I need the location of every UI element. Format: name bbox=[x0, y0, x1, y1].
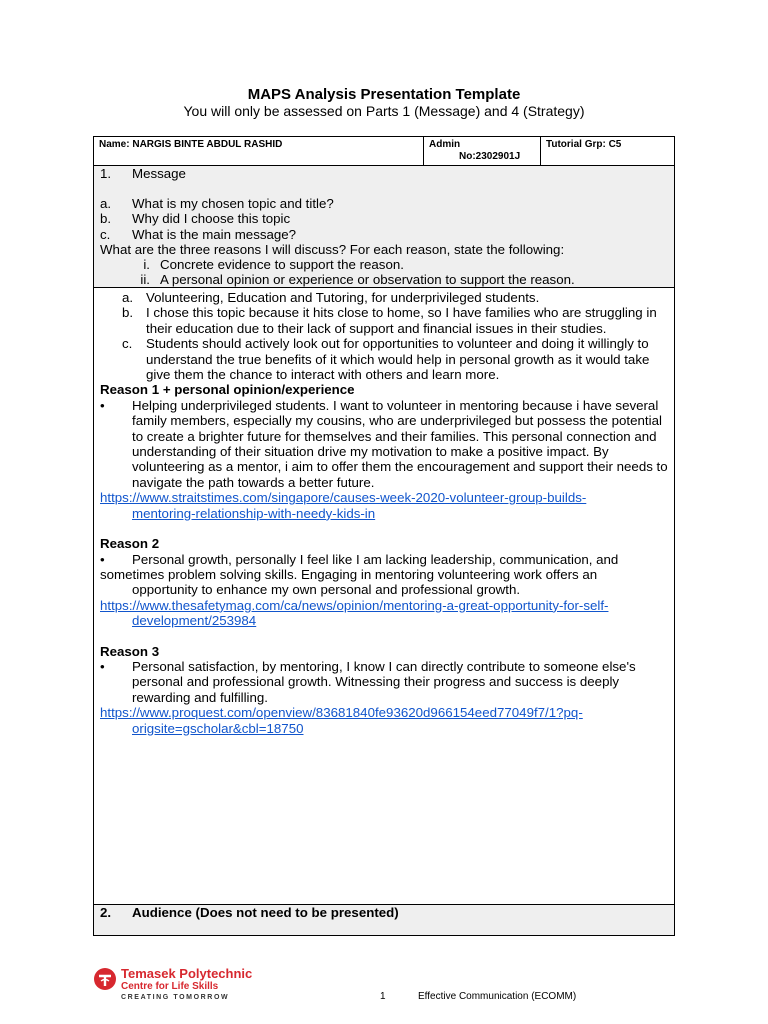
template-table bbox=[93, 136, 675, 936]
message-heading: 1. Message bbox=[100, 166, 186, 181]
admin-label: Admin bbox=[429, 139, 461, 150]
logo-name: Temasek Polytechnic bbox=[121, 966, 253, 981]
answer-c: c. Students should actively look out for opportunities to volunteer and doing it willingly to understand the true benefits of it which would help in personal growth as it would take give them the chance to interact with others and learn more. bbox=[122, 336, 650, 383]
audience-section bbox=[94, 904, 674, 935]
reason-2-text-continued: opportunity to enhance my own personal and professional growth. bbox=[132, 582, 521, 598]
reasons-question: What are the three reasons I will discuss? For each reason, state the following: bbox=[100, 241, 565, 257]
document-subtitle: You will only be assessed on Parts 1 (Message) and 4 (Strategy) bbox=[183, 103, 585, 119]
reason-1-link[interactable]: https://www.straitstimes.com/singapore/causes-week-2020-volunteer-group-builds- mentoring-relationship-with-needy-kids-in bbox=[100, 490, 587, 521]
reason-2-link[interactable]: https://www.thesafetymag.com/ca/news/opinion/mentoring-a-great-opportunity-for-self- development/253984 bbox=[100, 597, 609, 629]
message-question-b: b. Why did I choose this topic bbox=[100, 211, 291, 227]
logo-department: Centre for Life Skills bbox=[121, 981, 219, 992]
answer-a: a. Volunteering, Education and Tutoring, for underprivileged students. bbox=[122, 290, 540, 305]
tp-logo-icon bbox=[93, 967, 117, 991]
reason-3-heading: Reason 3 bbox=[100, 643, 160, 659]
reason-1-bullet: • Helping underprivileged students. I want to volunteer in mentoring because i have several family members, especially my cousins, who are underprivileged but possess the potential to create a brighter future for themselves and their families. This personal connection and understanding of their situation drive my motivation to make a positive impact. By volunteering as a mentor, i aim to offer them the encouragement and support their needs to navigate the path towards a better future. bbox=[100, 397, 668, 490]
message-section bbox=[94, 166, 674, 288]
document-title: MAPS Analysis Presentation Template bbox=[247, 86, 521, 103]
reason-1-heading: Reason 1 + personal opinion/experience bbox=[100, 382, 355, 398]
reason-requirement-i: i. Concrete evidence to support the reason. bbox=[143, 257, 404, 273]
message-question-c: c. What is the main message? bbox=[100, 226, 297, 242]
logo-tagline: CREATING TOMORROW bbox=[121, 994, 230, 1001]
page-number: 1 bbox=[380, 991, 386, 1002]
audience-heading: 2. Audience (Does not need to be presented) bbox=[100, 905, 399, 920]
answer-b: b. I chose this topic because it hits close to home, so I have families who are struggling in their education due to their lack of support and financial issues in their studies. bbox=[122, 305, 657, 336]
admin-number: No:2302901J bbox=[459, 151, 521, 162]
bullet-icon: • bbox=[100, 658, 105, 674]
header-row bbox=[94, 137, 674, 166]
reason-3-bullet: • Personal satisfaction, by mentoring, I know I can directly contribute to someone else's personal and professional growth. Witnessing their progress and success is deeply rewarding and fulfilling. bbox=[100, 658, 636, 705]
reason-requirement-ii: ii. A personal opinion or experience or observation to support the reason. bbox=[140, 272, 575, 288]
bullet-icon: • bbox=[100, 551, 105, 567]
course-name: Effective Communication (ECOMM) bbox=[418, 991, 577, 1002]
admin-no-cell bbox=[424, 137, 541, 165]
reason-2-heading: Reason 2 bbox=[100, 536, 160, 552]
tutorial-group-cell: Tutorial Grp: C5 bbox=[546, 139, 622, 150]
bullet-icon: • bbox=[100, 397, 105, 413]
reason-3-link[interactable]: https://www.proquest.com/openview/83681840fe93620d966154eed77049f7/1?pq- origsite=gscholar&cbl=18750 bbox=[100, 705, 583, 736]
answer-section bbox=[94, 288, 674, 904]
reason-2-text: • Personal growth, personally I feel like I am lacking leadership, communication, and sometimes problem solving skills. Engaging in mentoring volunteering work offers an bbox=[100, 551, 619, 582]
temasek-polytechnic-logo bbox=[93, 965, 253, 1005]
message-question-a: a. What is my chosen topic and title? bbox=[100, 196, 334, 212]
student-name-cell: Name: NARGIS BINTE ABDUL RASHID bbox=[94, 137, 424, 165]
